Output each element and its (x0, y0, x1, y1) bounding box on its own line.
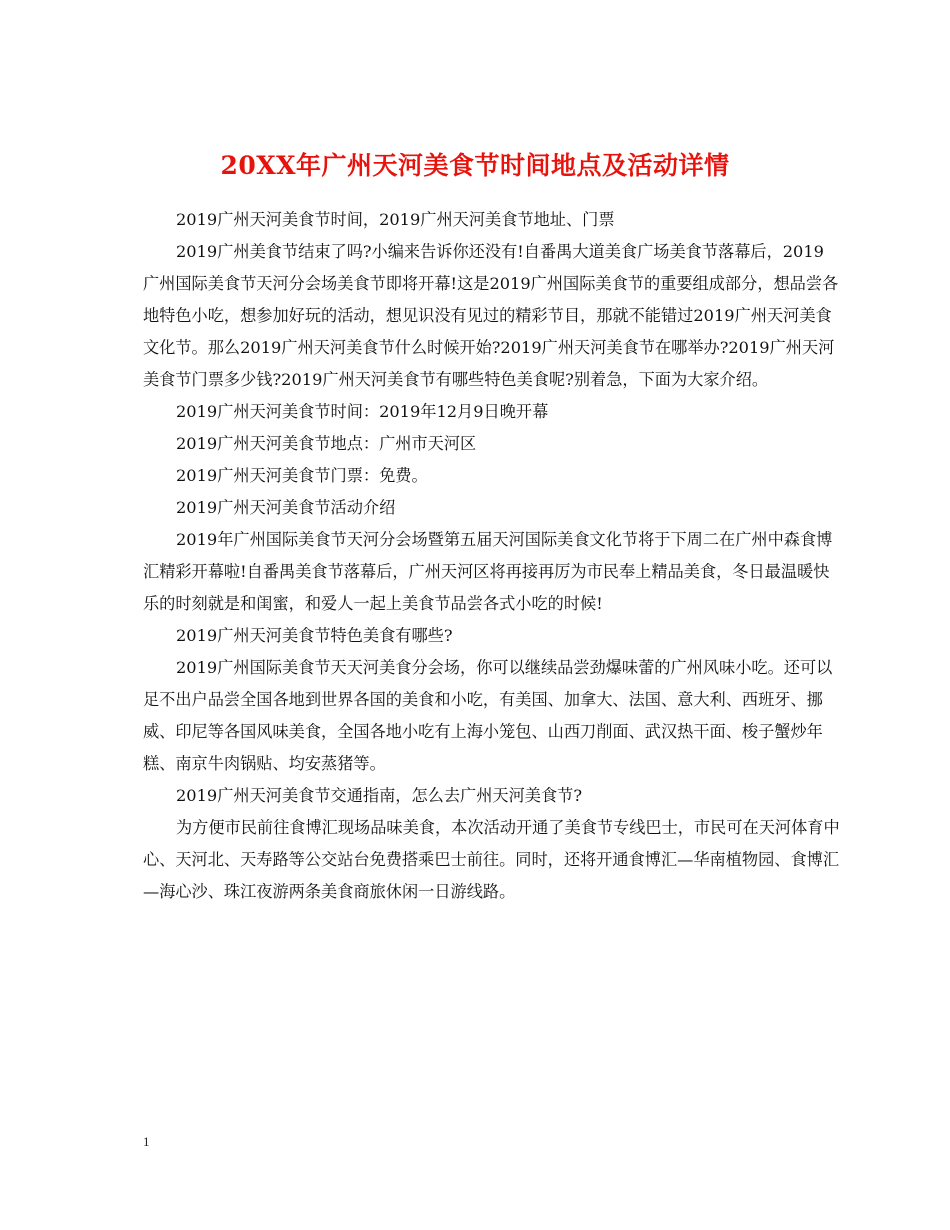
paragraph-transport-heading: 2019广州天河美食节交通指南，怎么去广州天河美食节? (176, 786, 582, 805)
page-number: 1 (143, 1134, 150, 1149)
paragraph-transport: 为方便市民前往食博汇现场品味美食，本次活动开通了美食节专线巴士，市民可在天河体育中心、天河北、天寿路等公交站台免费搭乘巴士前往。同时，还将开通食博汇—华南植物园、食博汇—海心沙、珠江夜游两条美食商旅休闲一日游线路。 (143, 818, 840, 901)
paragraph-activity: 2019年广州国际美食节天河分会场暨第五届天河国际美食文化节将于下周二在广州中森食博汇精彩开幕啦!自番禺美食节落幕后，广州天河区将再接再厉为市民奉上精品美食，冬日最温暖快乐的时刻就是和闺蜜，和爱人一起上美食节品尝各式小吃的时候! (143, 530, 833, 613)
paragraph-location: 2019广州天河美食节地点：广州市天河区 (176, 434, 477, 453)
paragraph-intro: 2019广州天河美食节时间，2019广州天河美食节地址、门票 (176, 210, 615, 229)
paragraph-overview: 2019广州美食节结束了吗?小编来告诉你还没有!自番禺大道美食广场美食节落幕后，2019广州国际美食节天河分会场美食节即将开幕!这是2019广州国际美食节的重要组成部分，想品尝各地特色小吃，想参加好玩的活动，想见识没有见过的精彩节目，那就不能错过2019广州天河美食文化节。那么2019广州天河美食节什么时候开始?2019广州天河美食节在哪举办?2019广州天河美食节门票多少钱?2019广州天河美食节有哪些特色美食呢?别着急，下面为大家介绍。 (143, 242, 839, 389)
paragraph-food-heading: 2019广州天河美食节特色美食有哪些? (176, 626, 453, 645)
paragraph-food: 2019广州国际美食节天天河美食分会场，你可以继续品尝劲爆味蕾的广州风味小吃。还可以足不出户品尝全国各地到世界各国的美食和小吃，有美国、加拿大、法国、意大利、西班牙、挪威、印尼等各国风味美食，全国各地小吃有上海小笼包、山西刀削面、武汉热干面、梭子蟹炒年糕、南京牛肉锅贴、均安蒸猪等。 (143, 658, 833, 773)
paragraph-ticket: 2019广州天河美食节门票：免费。 (176, 466, 428, 485)
document-title: 20XX年广州天河美食节时间地点及活动详情 (220, 150, 730, 180)
paragraph-activity-heading: 2019广州天河美食节活动介绍 (176, 498, 396, 517)
document-body (143, 204, 840, 908)
paragraph-time: 2019广州天河美食节时间：2019年12月9日晚开幕 (176, 402, 549, 421)
